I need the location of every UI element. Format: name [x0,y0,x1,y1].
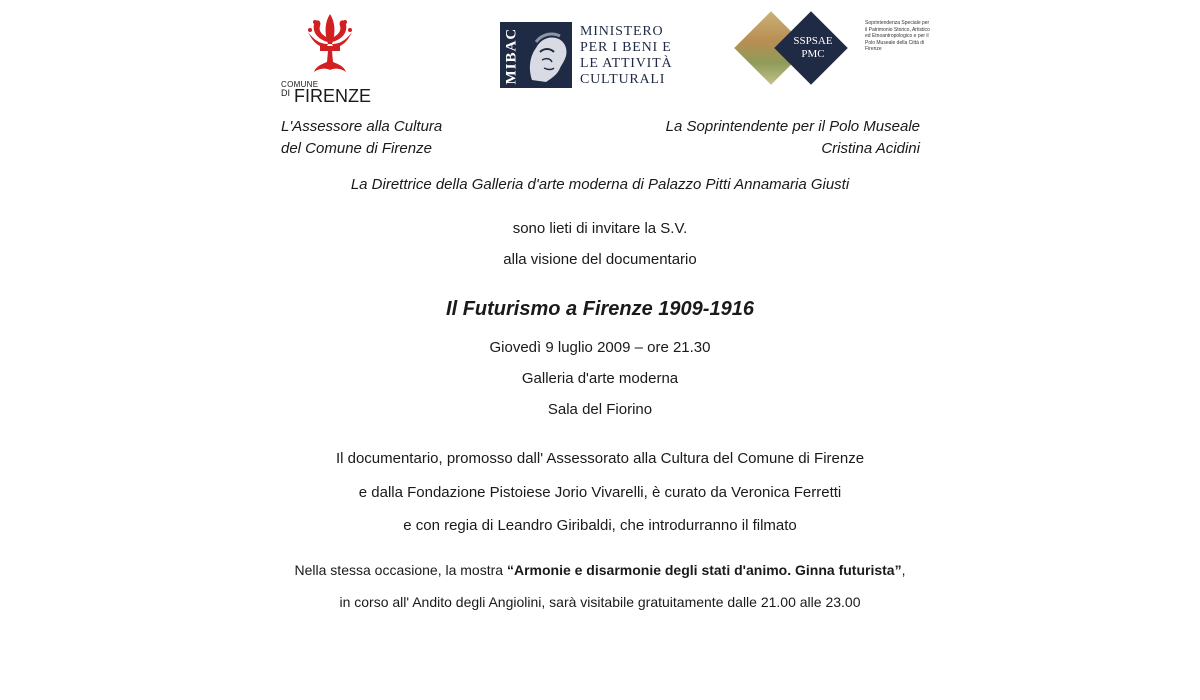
soprintendenza-logo [745,20,930,84]
florentine-lily-icon [306,14,354,76]
event-title: Il Futurismo a Firenze 1909-1916 [446,298,754,320]
event-room: Sala del Fiorino [547,401,653,418]
exhibition-line-1 [0,562,1200,578]
assessore-line-2: del Comune di Firenze [281,140,432,157]
sspsae-label-bottom: PMC [801,48,825,60]
ministero-name [580,24,680,88]
ministero-line: LE ATTIVITÀ [580,56,673,71]
di-label: DI [281,88,290,98]
sculpted-head-icon [522,28,570,86]
event-date: Giovedì 9 luglio 2009 – ore 21.30 [489,339,711,356]
director-line: La Direttrice della Galleria d'arte moderna di Palazzo Pitti Annamaria Giusti [350,176,850,193]
soprintendente-header [666,116,920,160]
comune-firenze-logo [278,14,378,106]
description-line-3: e con regia di Leandro Giribaldi, che introdurranno il filmato [403,517,797,534]
description-line-1: Il documentario, promosso dall' Assessorato alla Cultura del Comune di Firenze [335,450,865,467]
sspsae-label [789,35,837,61]
exhibition-suffix: , [901,562,906,578]
soprintendenza-small-text: Soprintendenza Speciale per il Patrimonio Storico, Artistico ed Etnoantropologico e per il Polo Museale della Città di Firenze [865,20,930,52]
comune-label: COMUNE [281,80,319,89]
sspsae-label-top: SSPSAE [793,35,833,47]
firenze-wordmark: FIRENZE [294,86,372,106]
soprintendente-line-1: La Soprintendente per il Polo Museale [665,118,920,135]
ministero-line: CULTURALI [580,72,666,87]
exhibition-name: “Armonie e disarmonie degli stati d'animo. Ginna futurista” [506,562,902,578]
invite-line-1: sono lieti di invitare la S.V. [512,220,688,237]
invite-line-2: alla visione del documentario [503,251,697,268]
ministero-line: PER I BENI E [580,40,672,55]
assessore-line-1: L'Assessore alla Cultura [281,118,443,135]
assessore-header [281,116,442,160]
description-line-2: e dalla Fondazione Pistoiese Jorio Vivarelli, è curato da Veronica Ferretti [358,484,842,501]
ministero-line: MINISTERO [580,24,664,39]
mibac-vertical-text: MIBAC [503,27,520,85]
soprintendente-line-2: Cristina Acidini [821,140,920,157]
event-venue: Galleria d'arte moderna [521,370,679,387]
exhibition-line-2: in corso all' Andito degli Angiolini, sarà visitabile gratuitamente dalle 21.00 alle 23.00 [339,594,861,610]
exhibition-prefix: Nella stessa occasione, la mostra [294,562,507,578]
mibac-emblem [500,22,572,88]
ministero-logo [500,22,675,88]
